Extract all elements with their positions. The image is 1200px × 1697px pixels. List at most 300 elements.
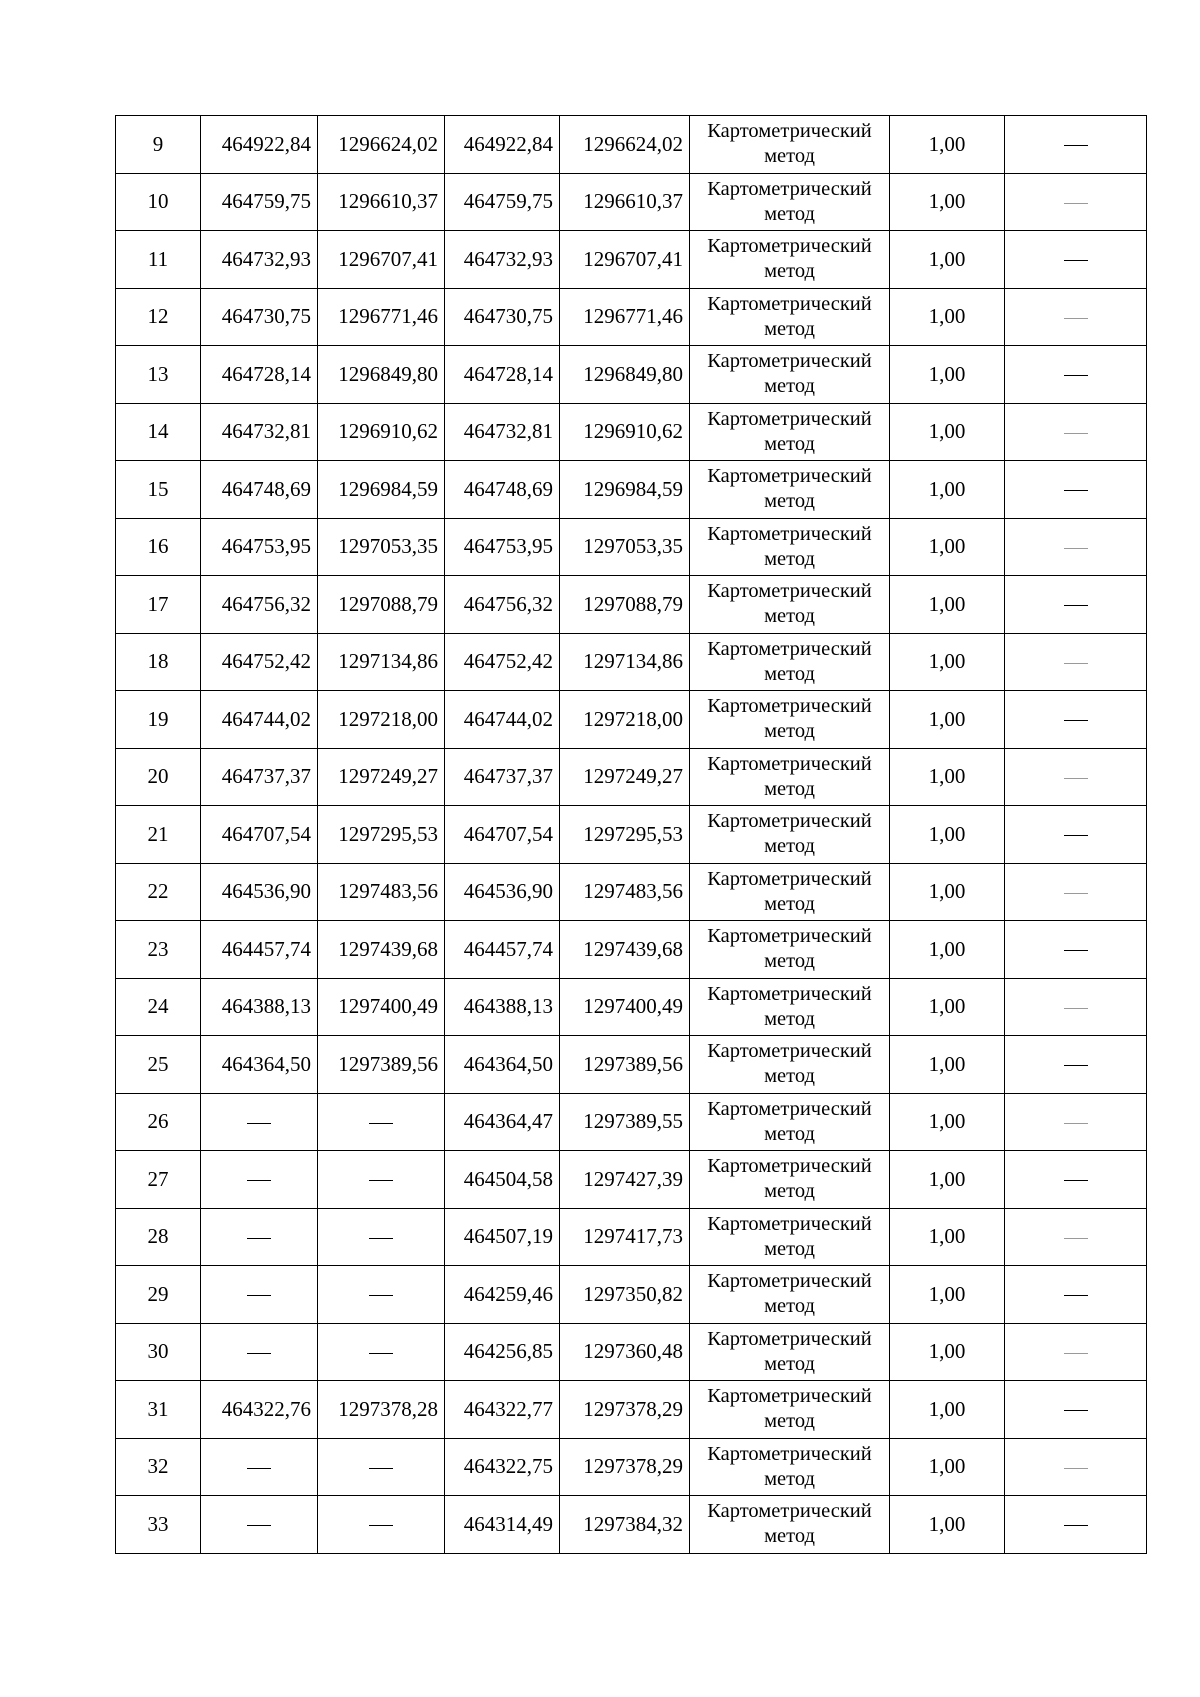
refined-x-cell: 464256,85 (445, 1323, 560, 1381)
description-cell (1005, 921, 1147, 979)
table-row (116, 1151, 1147, 1209)
point-number-cell: 14 (116, 403, 201, 461)
existing-y-cell: 1296610,37 (318, 173, 445, 231)
existing-x-cell (201, 1266, 318, 1324)
table-row (116, 403, 1147, 461)
description-cell (1005, 691, 1147, 749)
refined-x-cell: 464536,90 (445, 863, 560, 921)
dash-mark (369, 1353, 393, 1354)
method-line-1: Картометрический (707, 695, 872, 718)
dash-mark (1064, 605, 1088, 606)
description-cell (1005, 1381, 1147, 1439)
refined-x-cell: 464457,74 (445, 921, 560, 979)
point-number-cell: 22 (116, 863, 201, 921)
existing-x-cell (201, 1323, 318, 1381)
method-line-2: метод (764, 950, 815, 973)
refined-x-cell: 464364,47 (445, 1093, 560, 1151)
coordinates-table (115, 115, 1147, 1554)
dash-mark (1064, 1238, 1088, 1239)
dash-mark (247, 1353, 271, 1354)
dash-mark (247, 1295, 271, 1296)
refined-x-cell: 464504,58 (445, 1151, 560, 1209)
refined-y-cell: 1297088,79 (560, 576, 690, 634)
dash-mark (1064, 1353, 1088, 1354)
dash-mark (1064, 1065, 1088, 1066)
dash-mark (1064, 1525, 1088, 1526)
refined-x-cell: 464728,14 (445, 346, 560, 404)
existing-y-cell: 1297088,79 (318, 576, 445, 634)
refined-x-cell: 464756,32 (445, 576, 560, 634)
accuracy-cell: 1,00 (890, 116, 1005, 174)
description-cell (1005, 863, 1147, 921)
point-number-cell: 15 (116, 461, 201, 519)
method-line-1: Картометрический (707, 1500, 872, 1523)
method-cell (690, 1323, 890, 1381)
description-cell (1005, 1323, 1147, 1381)
existing-x-cell (201, 1151, 318, 1209)
existing-y-cell: 1296849,80 (318, 346, 445, 404)
dash-mark (247, 1468, 271, 1469)
method-line-2: метод (764, 432, 815, 455)
method-line-2: метод (764, 835, 815, 858)
accuracy-cell: 1,00 (890, 1208, 1005, 1266)
method-line-2: метод (764, 1467, 815, 1490)
existing-y-cell: 1297378,28 (318, 1381, 445, 1439)
refined-y-cell: 1297134,86 (560, 633, 690, 691)
refined-x-cell: 464732,81 (445, 403, 560, 461)
refined-y-cell: 1297378,29 (560, 1381, 690, 1439)
method-line-1: Картометрический (707, 522, 872, 545)
table-row (116, 1438, 1147, 1496)
method-line-2: метод (764, 1525, 815, 1548)
dash-mark (1064, 433, 1088, 434)
method-line-2: метод (764, 1122, 815, 1145)
method-cell (690, 748, 890, 806)
description-cell (1005, 1266, 1147, 1324)
point-number-cell: 12 (116, 288, 201, 346)
refined-y-cell: 1297427,39 (560, 1151, 690, 1209)
dash-mark (1064, 1008, 1088, 1009)
refined-y-cell: 1297249,27 (560, 748, 690, 806)
refined-x-cell: 464730,75 (445, 288, 560, 346)
method-cell (690, 1438, 890, 1496)
description-cell (1005, 1036, 1147, 1094)
method-cell (690, 1036, 890, 1094)
refined-x-cell: 464322,77 (445, 1381, 560, 1439)
point-number-cell: 23 (116, 921, 201, 979)
existing-x-cell: 464732,93 (201, 231, 318, 289)
point-number-cell: 24 (116, 978, 201, 1036)
table-row (116, 1266, 1147, 1324)
existing-x-cell: 464322,76 (201, 1381, 318, 1439)
table-row (116, 978, 1147, 1036)
existing-y-cell (318, 1496, 445, 1554)
refined-y-cell: 1297439,68 (560, 921, 690, 979)
method-line-1: Картометрический (707, 120, 872, 143)
point-number-cell: 29 (116, 1266, 201, 1324)
table-row (116, 518, 1147, 576)
method-line-2: метод (764, 547, 815, 570)
refined-x-cell: 464748,69 (445, 461, 560, 519)
description-cell (1005, 173, 1147, 231)
method-cell (690, 231, 890, 289)
method-line-1: Картометрический (707, 637, 872, 660)
method-line-1: Картометрический (707, 752, 872, 775)
dash-mark (1064, 950, 1088, 951)
refined-x-cell: 464388,13 (445, 978, 560, 1036)
point-number-cell: 17 (116, 576, 201, 634)
method-cell (690, 1496, 890, 1554)
refined-y-cell: 1297389,55 (560, 1093, 690, 1151)
accuracy-cell: 1,00 (890, 1093, 1005, 1151)
method-line-2: метод (764, 605, 815, 628)
accuracy-cell: 1,00 (890, 1323, 1005, 1381)
refined-y-cell: 1297384,32 (560, 1496, 690, 1554)
method-line-1: Картометрический (707, 1212, 872, 1235)
description-cell (1005, 1208, 1147, 1266)
refined-x-cell: 464322,75 (445, 1438, 560, 1496)
point-number-cell: 27 (116, 1151, 201, 1209)
refined-y-cell: 1296910,62 (560, 403, 690, 461)
existing-y-cell: 1296771,46 (318, 288, 445, 346)
method-line-2: метод (764, 1410, 815, 1433)
refined-x-cell: 464752,42 (445, 633, 560, 691)
dash-mark (369, 1238, 393, 1239)
table-row (116, 1036, 1147, 1094)
method-line-1: Картометрический (707, 1040, 872, 1063)
method-cell (690, 633, 890, 691)
existing-y-cell: 1296624,02 (318, 116, 445, 174)
method-cell (690, 978, 890, 1036)
refined-x-cell: 464753,95 (445, 518, 560, 576)
refined-y-cell: 1297417,73 (560, 1208, 690, 1266)
method-cell (690, 691, 890, 749)
existing-x-cell: 464730,75 (201, 288, 318, 346)
table-row (116, 1381, 1147, 1439)
refined-x-cell: 464314,49 (445, 1496, 560, 1554)
refined-y-cell: 1296849,80 (560, 346, 690, 404)
point-number-cell: 10 (116, 173, 201, 231)
refined-y-cell: 1296771,46 (560, 288, 690, 346)
existing-x-cell (201, 1438, 318, 1496)
method-cell (690, 403, 890, 461)
method-line-1: Картометрический (707, 465, 872, 488)
accuracy-cell: 1,00 (890, 346, 1005, 404)
description-cell (1005, 806, 1147, 864)
point-number-cell: 32 (116, 1438, 201, 1496)
refined-y-cell: 1297400,49 (560, 978, 690, 1036)
table-row (116, 691, 1147, 749)
description-cell (1005, 1438, 1147, 1496)
dash-mark (1064, 778, 1088, 779)
existing-y-cell (318, 1208, 445, 1266)
method-cell (690, 1151, 890, 1209)
method-cell (690, 1093, 890, 1151)
accuracy-cell: 1,00 (890, 173, 1005, 231)
dash-mark (1064, 1295, 1088, 1296)
refined-y-cell: 1296984,59 (560, 461, 690, 519)
accuracy-cell: 1,00 (890, 921, 1005, 979)
method-cell (690, 921, 890, 979)
method-cell (690, 863, 890, 921)
table-row (116, 461, 1147, 519)
method-line-2: метод (764, 260, 815, 283)
existing-x-cell: 464707,54 (201, 806, 318, 864)
method-line-1: Картометрический (707, 1385, 872, 1408)
refined-x-cell: 464507,19 (445, 1208, 560, 1266)
table-row (116, 1496, 1147, 1554)
dash-mark (1064, 1180, 1088, 1181)
description-cell (1005, 116, 1147, 174)
method-line-2: метод (764, 490, 815, 513)
existing-x-cell: 464752,42 (201, 633, 318, 691)
table-row (116, 748, 1147, 806)
dash-mark (1064, 1410, 1088, 1411)
refined-y-cell: 1297389,56 (560, 1036, 690, 1094)
method-line-2: метод (764, 1237, 815, 1260)
table-row (116, 633, 1147, 691)
description-cell (1005, 346, 1147, 404)
dash-mark (369, 1468, 393, 1469)
existing-x-cell: 464388,13 (201, 978, 318, 1036)
method-line-2: метод (764, 375, 815, 398)
dash-mark (1064, 720, 1088, 721)
existing-y-cell: 1297439,68 (318, 921, 445, 979)
refined-y-cell: 1297295,53 (560, 806, 690, 864)
refined-y-cell: 1297360,48 (560, 1323, 690, 1381)
method-line-1: Картометрический (707, 292, 872, 315)
existing-x-cell: 464737,37 (201, 748, 318, 806)
accuracy-cell: 1,00 (890, 748, 1005, 806)
accuracy-cell: 1,00 (890, 1036, 1005, 1094)
point-number-cell: 9 (116, 116, 201, 174)
method-line-1: Картометрический (707, 177, 872, 200)
method-line-1: Картометрический (707, 1270, 872, 1293)
dash-mark (1064, 893, 1088, 894)
dash-mark (369, 1525, 393, 1526)
table-row (116, 173, 1147, 231)
dash-mark (1064, 375, 1088, 376)
method-cell (690, 461, 890, 519)
point-number-cell: 16 (116, 518, 201, 576)
dash-mark (369, 1123, 393, 1124)
refined-x-cell: 464259,46 (445, 1266, 560, 1324)
table-row (116, 806, 1147, 864)
accuracy-cell: 1,00 (890, 1151, 1005, 1209)
point-number-cell: 33 (116, 1496, 201, 1554)
description-cell (1005, 633, 1147, 691)
existing-y-cell: 1297134,86 (318, 633, 445, 691)
method-line-2: метод (764, 1295, 815, 1318)
method-cell (690, 518, 890, 576)
accuracy-cell: 1,00 (890, 978, 1005, 1036)
description-cell (1005, 403, 1147, 461)
method-line-2: метод (764, 1352, 815, 1375)
existing-x-cell (201, 1208, 318, 1266)
existing-x-cell: 464732,81 (201, 403, 318, 461)
dash-mark (1064, 260, 1088, 261)
accuracy-cell: 1,00 (890, 863, 1005, 921)
description-cell (1005, 1151, 1147, 1209)
existing-y-cell (318, 1266, 445, 1324)
existing-x-cell: 464753,95 (201, 518, 318, 576)
description-cell (1005, 518, 1147, 576)
existing-y-cell: 1296910,62 (318, 403, 445, 461)
dash-mark (1064, 145, 1088, 146)
method-cell (690, 346, 890, 404)
refined-y-cell: 1297378,29 (560, 1438, 690, 1496)
method-line-2: метод (764, 1007, 815, 1030)
dash-mark (1064, 1468, 1088, 1469)
method-line-1: Картометрический (707, 867, 872, 890)
point-number-cell: 25 (116, 1036, 201, 1094)
method-line-1: Картометрический (707, 407, 872, 430)
method-line-2: метод (764, 202, 815, 225)
existing-x-cell: 464756,32 (201, 576, 318, 634)
existing-x-cell: 464364,50 (201, 1036, 318, 1094)
accuracy-cell: 1,00 (890, 288, 1005, 346)
existing-y-cell: 1297295,53 (318, 806, 445, 864)
method-line-1: Картометрический (707, 982, 872, 1005)
accuracy-cell: 1,00 (890, 1266, 1005, 1324)
existing-x-cell (201, 1093, 318, 1151)
dash-mark (1064, 203, 1088, 204)
point-number-cell: 18 (116, 633, 201, 691)
table-row (116, 576, 1147, 634)
table-row (116, 863, 1147, 921)
description-cell (1005, 1496, 1147, 1554)
refined-y-cell: 1296610,37 (560, 173, 690, 231)
dash-mark (247, 1525, 271, 1526)
existing-y-cell (318, 1323, 445, 1381)
description-cell (1005, 461, 1147, 519)
dash-mark (1064, 548, 1088, 549)
refined-x-cell: 464364,50 (445, 1036, 560, 1094)
method-cell (690, 576, 890, 634)
method-line-1: Картометрический (707, 1442, 872, 1465)
method-cell (690, 288, 890, 346)
dash-mark (1064, 1123, 1088, 1124)
point-number-cell: 26 (116, 1093, 201, 1151)
table-row (116, 231, 1147, 289)
refined-y-cell: 1297218,00 (560, 691, 690, 749)
refined-y-cell: 1297350,82 (560, 1266, 690, 1324)
existing-y-cell (318, 1151, 445, 1209)
method-cell (690, 1208, 890, 1266)
method-line-2: метод (764, 720, 815, 743)
description-cell (1005, 1093, 1147, 1151)
table-row (116, 288, 1147, 346)
accuracy-cell: 1,00 (890, 576, 1005, 634)
method-line-2: метод (764, 145, 815, 168)
point-number-cell: 30 (116, 1323, 201, 1381)
table-row (116, 1208, 1147, 1266)
accuracy-cell: 1,00 (890, 1381, 1005, 1439)
method-line-1: Картометрический (707, 1155, 872, 1178)
dash-mark (369, 1295, 393, 1296)
accuracy-cell: 1,00 (890, 1496, 1005, 1554)
table-row (116, 116, 1147, 174)
method-line-2: метод (764, 1065, 815, 1088)
existing-y-cell: 1296984,59 (318, 461, 445, 519)
refined-y-cell: 1296707,41 (560, 231, 690, 289)
refined-y-cell: 1297053,35 (560, 518, 690, 576)
dash-mark (247, 1123, 271, 1124)
accuracy-cell: 1,00 (890, 461, 1005, 519)
existing-y-cell: 1297249,27 (318, 748, 445, 806)
method-line-2: метод (764, 1180, 815, 1203)
accuracy-cell: 1,00 (890, 231, 1005, 289)
existing-x-cell (201, 1496, 318, 1554)
refined-x-cell: 464737,37 (445, 748, 560, 806)
point-number-cell: 11 (116, 231, 201, 289)
existing-y-cell: 1297218,00 (318, 691, 445, 749)
point-number-cell: 13 (116, 346, 201, 404)
existing-x-cell: 464759,75 (201, 173, 318, 231)
table-row (116, 921, 1147, 979)
method-line-1: Картометрический (707, 925, 872, 948)
method-line-2: метод (764, 662, 815, 685)
table-row (116, 346, 1147, 404)
existing-y-cell (318, 1093, 445, 1151)
existing-x-cell: 464922,84 (201, 116, 318, 174)
refined-x-cell: 464922,84 (445, 116, 560, 174)
table-body (116, 116, 1147, 1554)
existing-x-cell: 464536,90 (201, 863, 318, 921)
point-number-cell: 28 (116, 1208, 201, 1266)
refined-x-cell: 464744,02 (445, 691, 560, 749)
dash-mark (1064, 490, 1088, 491)
accuracy-cell: 1,00 (890, 518, 1005, 576)
dash-mark (247, 1238, 271, 1239)
dash-mark (1064, 663, 1088, 664)
existing-x-cell: 464748,69 (201, 461, 318, 519)
existing-y-cell: 1297483,56 (318, 863, 445, 921)
table-row (116, 1323, 1147, 1381)
accuracy-cell: 1,00 (890, 403, 1005, 461)
method-cell (690, 1381, 890, 1439)
description-cell (1005, 748, 1147, 806)
method-cell (690, 806, 890, 864)
existing-y-cell: 1296707,41 (318, 231, 445, 289)
method-line-1: Картометрический (707, 1327, 872, 1350)
existing-x-cell: 464457,74 (201, 921, 318, 979)
method-cell (690, 173, 890, 231)
accuracy-cell: 1,00 (890, 691, 1005, 749)
description-cell (1005, 978, 1147, 1036)
method-cell (690, 1266, 890, 1324)
method-line-1: Картометрический (707, 1097, 872, 1120)
description-cell (1005, 576, 1147, 634)
point-number-cell: 20 (116, 748, 201, 806)
refined-x-cell: 464759,75 (445, 173, 560, 231)
existing-y-cell (318, 1438, 445, 1496)
point-number-cell: 19 (116, 691, 201, 749)
accuracy-cell: 1,00 (890, 806, 1005, 864)
method-cell (690, 116, 890, 174)
refined-x-cell: 464707,54 (445, 806, 560, 864)
existing-y-cell: 1297389,56 (318, 1036, 445, 1094)
dash-mark (1064, 318, 1088, 319)
point-number-cell: 21 (116, 806, 201, 864)
description-cell (1005, 288, 1147, 346)
dash-mark (369, 1180, 393, 1181)
dash-mark (1064, 835, 1088, 836)
method-line-2: метод (764, 892, 815, 915)
method-line-1: Картометрический (707, 350, 872, 373)
point-number-cell: 31 (116, 1381, 201, 1439)
description-cell (1005, 231, 1147, 289)
